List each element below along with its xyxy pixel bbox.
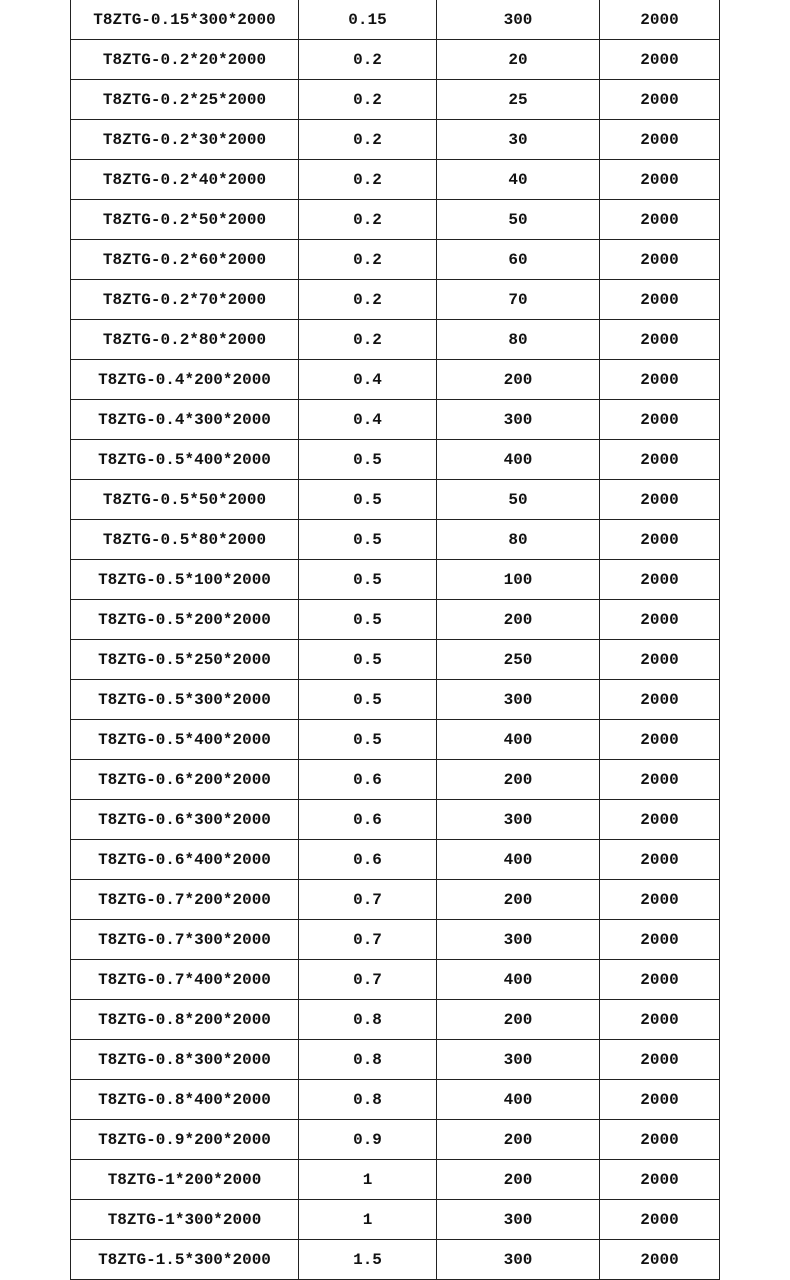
model-cell: T8ZTG-0.8*400*2000 <box>71 1080 299 1120</box>
thickness-cell: 0.5 <box>299 480 437 520</box>
width-cell: 300 <box>437 400 600 440</box>
length-cell: 2000 <box>600 560 720 600</box>
model-cell: T8ZTG-0.4*200*2000 <box>71 360 299 400</box>
length-cell: 2000 <box>600 1240 720 1280</box>
model-cell: T8ZTG-0.2*80*2000 <box>71 320 299 360</box>
model-cell: T8ZTG-0.15*300*2000 <box>71 0 299 40</box>
model-cell: T8ZTG-0.2*60*2000 <box>71 240 299 280</box>
model-cell: T8ZTG-0.2*40*2000 <box>71 160 299 200</box>
model-cell: T8ZTG-0.5*50*2000 <box>71 480 299 520</box>
width-cell: 300 <box>437 680 600 720</box>
model-cell: T8ZTG-0.9*200*2000 <box>71 1120 299 1160</box>
width-cell: 80 <box>437 520 600 560</box>
model-cell: T8ZTG-0.5*400*2000 <box>71 440 299 480</box>
length-cell: 2000 <box>600 480 720 520</box>
width-cell: 300 <box>437 1200 600 1240</box>
length-cell: 2000 <box>600 840 720 880</box>
length-cell: 2000 <box>600 800 720 840</box>
length-cell: 2000 <box>600 1160 720 1200</box>
table-row <box>71 120 720 160</box>
model-cell: T8ZTG-1*200*2000 <box>71 1160 299 1200</box>
width-cell: 400 <box>437 1080 600 1120</box>
width-cell: 30 <box>437 120 600 160</box>
model-cell: T8ZTG-0.4*300*2000 <box>71 400 299 440</box>
model-cell: T8ZTG-0.8*300*2000 <box>71 1040 299 1080</box>
model-cell: T8ZTG-0.5*400*2000 <box>71 720 299 760</box>
thickness-cell: 0.5 <box>299 680 437 720</box>
table-row <box>71 0 720 40</box>
width-cell: 300 <box>437 920 600 960</box>
table-row <box>71 560 720 600</box>
table-row <box>71 1120 720 1160</box>
length-cell: 2000 <box>600 1040 720 1080</box>
width-cell: 60 <box>437 240 600 280</box>
thickness-cell: 1 <box>299 1160 437 1200</box>
thickness-cell: 0.7 <box>299 920 437 960</box>
table-row <box>71 840 720 880</box>
table-row <box>71 920 720 960</box>
length-cell: 2000 <box>600 1080 720 1120</box>
thickness-cell: 0.2 <box>299 120 437 160</box>
thickness-cell: 0.2 <box>299 280 437 320</box>
length-cell: 2000 <box>600 200 720 240</box>
thickness-cell: 1.5 <box>299 1240 437 1280</box>
table-row <box>71 80 720 120</box>
thickness-cell: 0.6 <box>299 800 437 840</box>
width-cell: 400 <box>437 440 600 480</box>
model-cell: T8ZTG-0.8*200*2000 <box>71 1000 299 1040</box>
length-cell: 2000 <box>600 920 720 960</box>
model-cell: T8ZTG-0.6*400*2000 <box>71 840 299 880</box>
thickness-cell: 0.5 <box>299 600 437 640</box>
model-cell: T8ZTG-0.5*250*2000 <box>71 640 299 680</box>
model-cell: T8ZTG-0.7*400*2000 <box>71 960 299 1000</box>
thickness-cell: 0.6 <box>299 760 437 800</box>
table-row <box>71 360 720 400</box>
table-row <box>71 680 720 720</box>
length-cell: 2000 <box>600 1120 720 1160</box>
width-cell: 250 <box>437 640 600 680</box>
length-cell: 2000 <box>600 160 720 200</box>
thickness-cell: 0.6 <box>299 840 437 880</box>
model-cell: T8ZTG-0.2*30*2000 <box>71 120 299 160</box>
table-row <box>71 280 720 320</box>
model-cell: T8ZTG-1.5*300*2000 <box>71 1240 299 1280</box>
thickness-cell: 0.2 <box>299 160 437 200</box>
model-cell: T8ZTG-0.7*300*2000 <box>71 920 299 960</box>
thickness-cell: 0.5 <box>299 560 437 600</box>
width-cell: 300 <box>437 800 600 840</box>
length-cell: 2000 <box>600 960 720 1000</box>
length-cell: 2000 <box>600 0 720 40</box>
length-cell: 2000 <box>600 80 720 120</box>
table-row <box>71 800 720 840</box>
length-cell: 2000 <box>600 120 720 160</box>
thickness-cell: 0.2 <box>299 240 437 280</box>
length-cell: 2000 <box>600 280 720 320</box>
model-cell: T8ZTG-0.6*300*2000 <box>71 800 299 840</box>
table-row <box>71 240 720 280</box>
model-cell: T8ZTG-0.2*25*2000 <box>71 80 299 120</box>
width-cell: 200 <box>437 1160 600 1200</box>
length-cell: 2000 <box>600 600 720 640</box>
spec-table-body <box>71 0 720 1280</box>
thickness-cell: 0.15 <box>299 0 437 40</box>
table-row <box>71 1040 720 1080</box>
model-cell: T8ZTG-0.7*200*2000 <box>71 880 299 920</box>
model-cell: T8ZTG-0.2*70*2000 <box>71 280 299 320</box>
length-cell: 2000 <box>600 400 720 440</box>
width-cell: 80 <box>437 320 600 360</box>
length-cell: 2000 <box>600 440 720 480</box>
thickness-cell: 0.2 <box>299 80 437 120</box>
table-row <box>71 480 720 520</box>
length-cell: 2000 <box>600 640 720 680</box>
width-cell: 200 <box>437 360 600 400</box>
model-cell: T8ZTG-0.5*80*2000 <box>71 520 299 560</box>
thickness-cell: 0.8 <box>299 1000 437 1040</box>
width-cell: 70 <box>437 280 600 320</box>
thickness-cell: 0.5 <box>299 720 437 760</box>
thickness-cell: 0.5 <box>299 520 437 560</box>
thickness-cell: 0.2 <box>299 40 437 80</box>
thickness-cell: 0.2 <box>299 200 437 240</box>
table-row <box>71 320 720 360</box>
model-cell: T8ZTG-1*300*2000 <box>71 1200 299 1240</box>
width-cell: 100 <box>437 560 600 600</box>
width-cell: 300 <box>437 1040 600 1080</box>
width-cell: 40 <box>437 160 600 200</box>
thickness-cell: 0.2 <box>299 320 437 360</box>
table-row <box>71 1240 720 1280</box>
length-cell: 2000 <box>600 680 720 720</box>
length-cell: 2000 <box>600 760 720 800</box>
length-cell: 2000 <box>600 1000 720 1040</box>
table-row <box>71 400 720 440</box>
length-cell: 2000 <box>600 720 720 760</box>
table-row <box>71 600 720 640</box>
width-cell: 400 <box>437 720 600 760</box>
width-cell: 50 <box>437 480 600 520</box>
width-cell: 300 <box>437 0 600 40</box>
width-cell: 200 <box>437 880 600 920</box>
table-row <box>71 1200 720 1240</box>
table-row <box>71 1000 720 1040</box>
model-cell: T8ZTG-0.2*50*2000 <box>71 200 299 240</box>
table-row <box>71 720 720 760</box>
length-cell: 2000 <box>600 520 720 560</box>
width-cell: 200 <box>437 600 600 640</box>
table-row <box>71 520 720 560</box>
table-row <box>71 160 720 200</box>
width-cell: 400 <box>437 960 600 1000</box>
table-row <box>71 200 720 240</box>
thickness-cell: 0.5 <box>299 440 437 480</box>
table-row <box>71 880 720 920</box>
thickness-cell: 0.7 <box>299 880 437 920</box>
width-cell: 400 <box>437 840 600 880</box>
thickness-cell: 0.7 <box>299 960 437 1000</box>
width-cell: 200 <box>437 1120 600 1160</box>
model-cell: T8ZTG-0.5*300*2000 <box>71 680 299 720</box>
model-cell: T8ZTG-0.5*200*2000 <box>71 600 299 640</box>
length-cell: 2000 <box>600 40 720 80</box>
thickness-cell: 0.9 <box>299 1120 437 1160</box>
table-row <box>71 640 720 680</box>
table-row <box>71 960 720 1000</box>
table-row <box>71 1160 720 1200</box>
model-cell: T8ZTG-0.5*100*2000 <box>71 560 299 600</box>
thickness-cell: 0.8 <box>299 1080 437 1120</box>
width-cell: 300 <box>437 1240 600 1280</box>
model-cell: T8ZTG-0.2*20*2000 <box>71 40 299 80</box>
width-cell: 50 <box>437 200 600 240</box>
spec-table <box>70 0 720 1280</box>
width-cell: 25 <box>437 80 600 120</box>
table-row <box>71 40 720 80</box>
length-cell: 2000 <box>600 240 720 280</box>
length-cell: 2000 <box>600 320 720 360</box>
table-row <box>71 1080 720 1120</box>
thickness-cell: 1 <box>299 1200 437 1240</box>
width-cell: 200 <box>437 760 600 800</box>
model-cell: T8ZTG-0.6*200*2000 <box>71 760 299 800</box>
thickness-cell: 0.4 <box>299 400 437 440</box>
length-cell: 2000 <box>600 1200 720 1240</box>
width-cell: 200 <box>437 1000 600 1040</box>
table-row <box>71 440 720 480</box>
thickness-cell: 0.5 <box>299 640 437 680</box>
thickness-cell: 0.8 <box>299 1040 437 1080</box>
width-cell: 20 <box>437 40 600 80</box>
length-cell: 2000 <box>600 360 720 400</box>
length-cell: 2000 <box>600 880 720 920</box>
table-row <box>71 760 720 800</box>
thickness-cell: 0.4 <box>299 360 437 400</box>
